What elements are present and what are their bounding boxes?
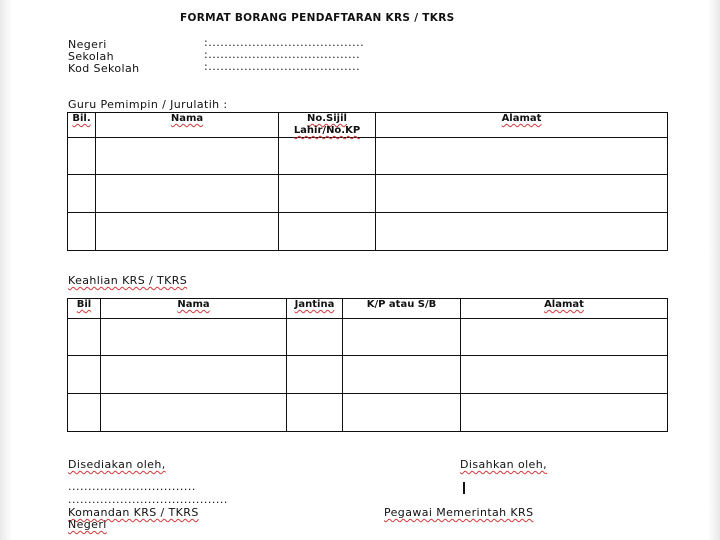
page-shadow-left: [0, 0, 12, 540]
table-cell[interactable]: [343, 356, 461, 394]
table-row: [68, 138, 668, 175]
table-header-row: [68, 299, 668, 319]
prepared-by-label: Disediakan oleh,: [68, 458, 166, 471]
table-cell[interactable]: [101, 319, 287, 356]
col-header-kp: K/P atau S/B: [343, 299, 461, 319]
col-header-sijil: [279, 113, 376, 138]
col-header-nama: Nama: [96, 113, 279, 138]
table-cell[interactable]: [279, 138, 376, 175]
table-cell[interactable]: [376, 213, 668, 251]
text-cursor-mark: [463, 482, 465, 494]
field-value-kod-sekolah: :......................................: [204, 60, 361, 73]
field-label-kod-sekolah: Kod Sekolah: [68, 62, 140, 75]
table-header-row: [68, 113, 668, 138]
page-shadow-right: [708, 0, 720, 540]
col-header-alamat: Alamat: [376, 113, 668, 138]
table-cell[interactable]: [96, 138, 279, 175]
table-cell[interactable]: [287, 356, 343, 394]
table-cell[interactable]: [68, 394, 101, 432]
table-cell[interactable]: [96, 213, 279, 251]
approved-by-label: Disahkan oleh,: [460, 458, 547, 471]
table-cell[interactable]: [343, 319, 461, 356]
table-cell[interactable]: [68, 356, 101, 394]
table-row: [68, 175, 668, 213]
table-cell[interactable]: [96, 175, 279, 213]
commandant-state: Negeri: [68, 518, 107, 531]
field-value-negeri: :.......................................: [204, 36, 365, 49]
table-row: [68, 356, 668, 394]
field-label-negeri: Negeri: [68, 38, 107, 51]
table-cell[interactable]: [68, 175, 96, 213]
table-cell[interactable]: [343, 394, 461, 432]
section-heading-guru: Guru Pemimpin / Jurulatih :: [68, 98, 228, 111]
table-cell[interactable]: [279, 213, 376, 251]
table-cell[interactable]: [287, 394, 343, 432]
table-cell[interactable]: [68, 319, 101, 356]
col-header-alamat: Alamat: [461, 299, 668, 319]
signature-dots-1: ................................: [68, 480, 196, 493]
col-header-sijil-line1: No.Sijil: [307, 113, 347, 124]
table-cell[interactable]: [461, 319, 668, 356]
col-header-bil: Bil.: [68, 113, 96, 138]
table-cell[interactable]: [279, 175, 376, 213]
table-cell[interactable]: [376, 138, 668, 175]
field-label-sekolah: Sekolah: [68, 50, 115, 63]
col-header-bil: Bil: [68, 299, 101, 319]
officer-title: Pegawai Memerintah KRS: [384, 506, 534, 519]
guru-table: [67, 112, 668, 251]
col-header-jantina: Jantina: [287, 299, 343, 319]
table-cell[interactable]: [461, 356, 668, 394]
keahlian-table: [67, 298, 668, 432]
section-heading-keahlian: Keahlian KRS / TKRS: [68, 274, 188, 287]
table-row: [68, 319, 668, 356]
table-cell[interactable]: [101, 356, 287, 394]
table-cell[interactable]: [68, 213, 96, 251]
signature-dots-2: ........................................: [68, 493, 228, 506]
commandant-title: Komandan KRS / TKRS: [68, 506, 199, 519]
form-title: FORMAT BORANG PENDAFTARAN KRS / TKRS: [180, 12, 455, 24]
field-value-sekolah: :......................................: [204, 48, 361, 61]
col-header-nama: Nama: [101, 299, 287, 319]
table-cell[interactable]: [68, 138, 96, 175]
table-cell[interactable]: [101, 394, 287, 432]
table-cell[interactable]: [376, 175, 668, 213]
table-row: [68, 394, 668, 432]
table-cell[interactable]: [287, 319, 343, 356]
table-cell[interactable]: [461, 394, 668, 432]
col-header-sijil-line2: Lahir/No.KP: [293, 125, 361, 136]
table-row: [68, 213, 668, 251]
